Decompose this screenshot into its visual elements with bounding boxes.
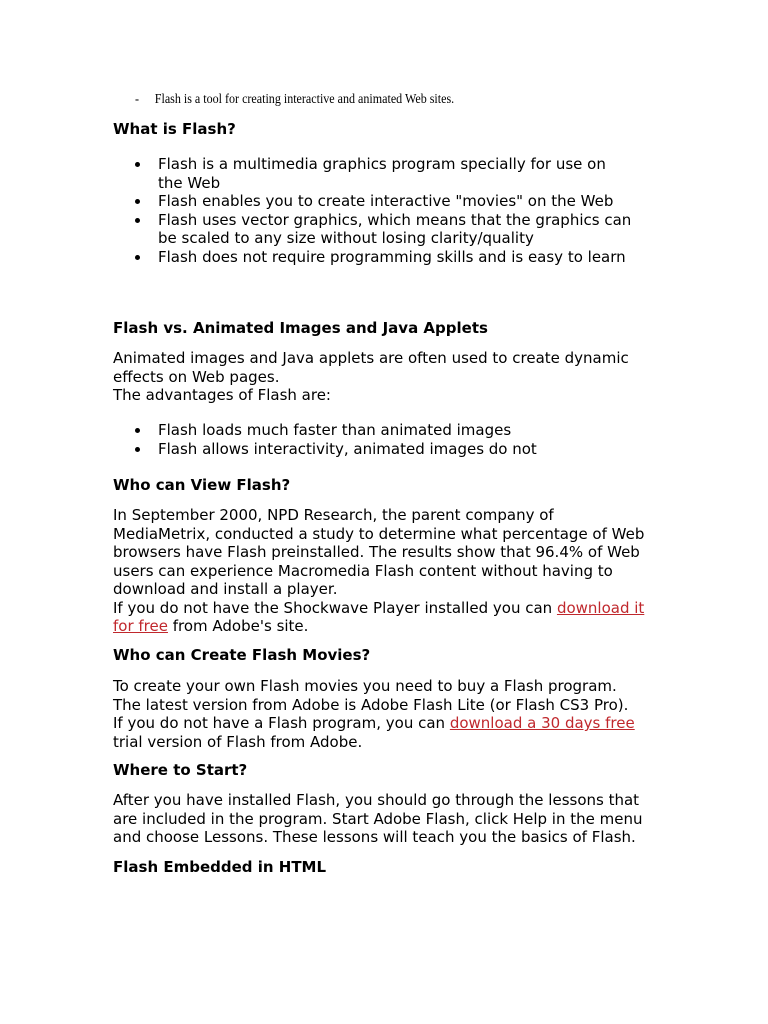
heading-what-is-flash: What is Flash? xyxy=(113,120,236,138)
heading-where-to-start: Where to Start? xyxy=(113,761,248,779)
vs-paragraph-text: Animated images and Java applets are often used to create dynamic effects on Web pages. xyxy=(113,349,629,386)
list-item-text: Flash allows interactivity, animated images do not xyxy=(158,439,537,458)
bullet-icon xyxy=(135,447,140,452)
bullet-icon xyxy=(135,199,140,204)
bullet-icon xyxy=(135,255,140,260)
heading-who-can-view: Who can View Flash? xyxy=(113,476,291,494)
bullet-icon xyxy=(135,428,140,433)
list-item-text: Flash enables you to create interactive "movies" on the Web xyxy=(158,192,614,210)
vs-paragraph xyxy=(113,349,653,405)
download-trial-link[interactable]: download a 30 days free xyxy=(449,714,635,732)
list-item-text: Flash uses vector graphics, which means that the graphics can be scaled to any size without losing clarity/quality xyxy=(158,210,632,247)
shockwave-text-after: from Adobe's site. xyxy=(167,617,309,635)
shockwave-line xyxy=(113,599,653,636)
list-item xyxy=(113,192,633,211)
heading-flash-embedded: Flash Embedded in HTML xyxy=(113,858,327,876)
heading-who-can-create: Who can Create Flash Movies? xyxy=(113,646,371,664)
list-item xyxy=(113,155,633,192)
list-item-text: Flash is a multimedia graphics program specially for use on the Web xyxy=(158,155,606,192)
where-to-start-text: After you have installed Flash, you should go through the lessons that are included in the program. Start Adobe Flash, click Help in the menu and choose Lessons. These lessons will teach you the basics of Flash. xyxy=(113,791,643,846)
create-line-2: The latest version from Adobe is Adobe Flash Lite (or Flash CS3 Pro). xyxy=(113,695,629,714)
who-can-view-text: In September 2000, NPD Research, the parent company of MediaMetrix, conducted a study to determine what percentage of Web browsers have Flash preinstalled. The results show that 96.4% of Web users can experience Macromedia Flash content without having to download and install a player. xyxy=(113,506,645,598)
intro-text: Flash is a tool for creating interactive and animated Web sites. xyxy=(154,92,455,107)
trial-line xyxy=(113,714,653,751)
intro-line xyxy=(135,91,454,109)
list-item xyxy=(113,440,633,459)
list-item xyxy=(113,248,633,267)
who-can-view-paragraph xyxy=(113,506,653,636)
create-line-1: To create your own Flash movies you need to buy a Flash program. xyxy=(113,677,617,695)
list-item-text: Flash does not require programming skills and is easy to learn xyxy=(158,247,626,266)
bullet-icon xyxy=(135,162,140,167)
advantages-list xyxy=(113,421,633,458)
trial-text-after: trial version of Flash from Adobe. xyxy=(113,732,363,751)
trial-text-before: If you do not have a Flash program, you can xyxy=(113,714,450,732)
list-item xyxy=(113,421,633,440)
shockwave-text-before: If you do not have the Shockwave Player installed you can xyxy=(113,598,557,617)
advantages-intro: The advantages of Flash are: xyxy=(113,386,331,404)
heading-flash-vs-animated: Flash vs. Animated Images and Java Applets xyxy=(113,319,488,337)
where-to-start-paragraph xyxy=(113,791,653,847)
intro-dash: - xyxy=(135,92,140,107)
download-shockwave-link[interactable]: download it for free xyxy=(113,598,645,635)
bullet-icon xyxy=(135,218,140,223)
what-is-flash-list xyxy=(113,155,633,266)
who-can-create-paragraph xyxy=(113,677,653,751)
list-item xyxy=(113,211,633,248)
list-item-text: Flash loads much faster than animated images xyxy=(158,421,512,439)
